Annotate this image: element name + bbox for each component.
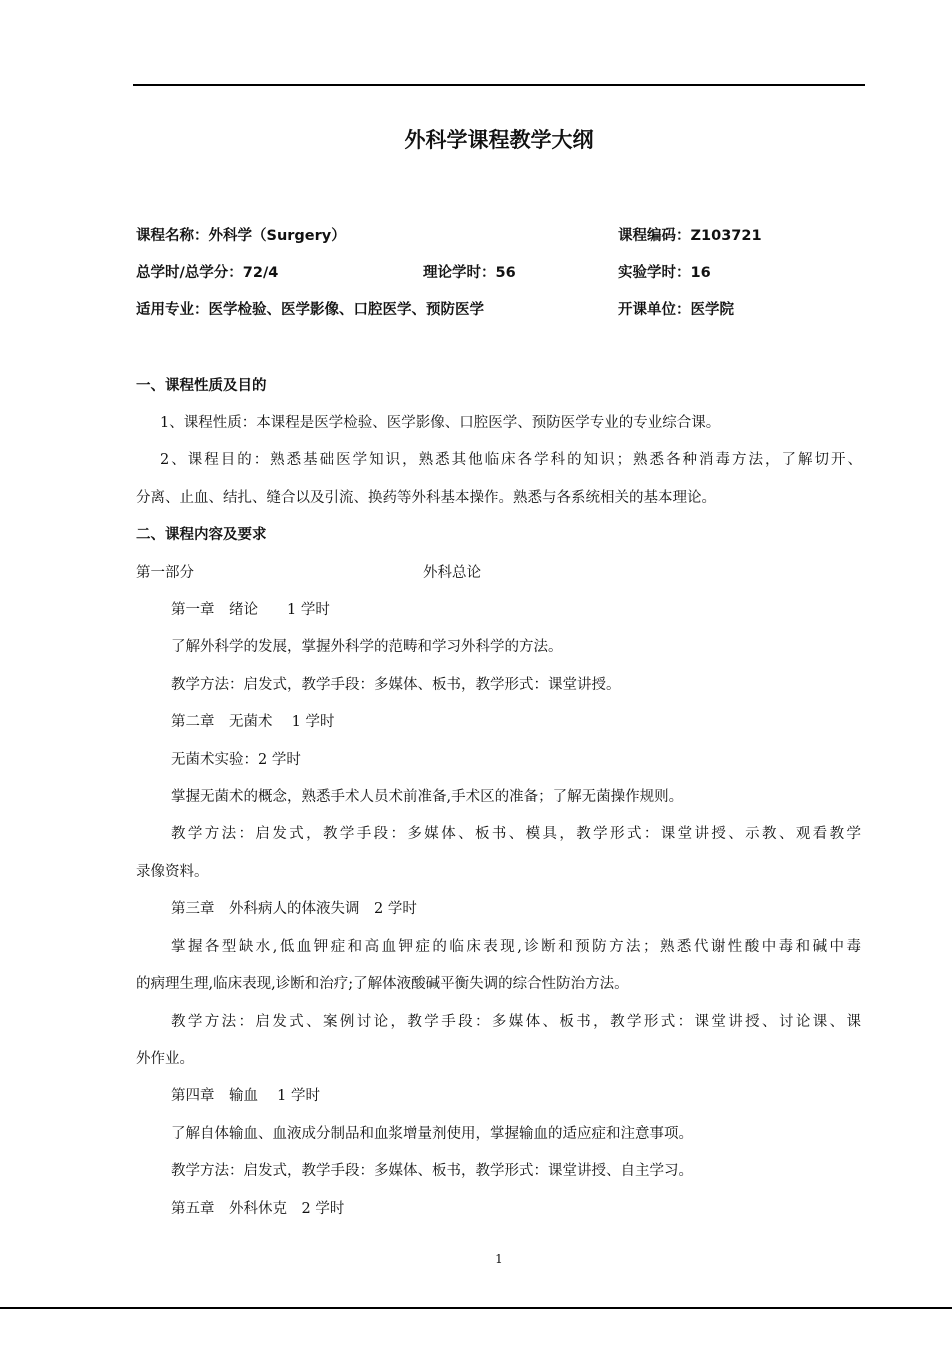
paragraph: 分离、止血、结扎、缝合以及引流、换药等外科基本操作。熟悉与各系统相关的基本理论。 bbox=[136, 490, 716, 506]
course-name: 课程名称：外科学（Surgery） bbox=[136, 228, 346, 244]
chapter-title: 第一章 绪论 1 学时 bbox=[171, 602, 330, 618]
page-number: 1 bbox=[495, 1252, 503, 1266]
paragraph: 掌握无菌术的概念，熟悉手术人员术前准备,手术区的准备；了解无菌操作规则。 bbox=[171, 789, 684, 805]
paragraph: 教学方法：启发式，教学手段：多媒体、板书，教学形式：课堂讲授、自主学习。 bbox=[171, 1163, 693, 1179]
paragraph: 2、课程目的：熟悉基础医学知识，熟悉其他临床各学科的知识；熟悉各种消毒方法，了解切开、 bbox=[160, 452, 862, 468]
document-title: 外科学课程教学大纲 bbox=[404, 128, 594, 152]
section-heading: 二、课程内容及要求 bbox=[136, 527, 267, 543]
part-label: 第一部分 bbox=[136, 565, 194, 581]
theory-hours: 理论学时：56 bbox=[423, 265, 516, 281]
paragraph: 无菌术实验：2 学时 bbox=[171, 752, 301, 768]
paragraph: 录像资料。 bbox=[136, 864, 209, 880]
paragraph: 外作业。 bbox=[136, 1051, 194, 1067]
paragraph: 教学方法：启发式、案例讨论，教学手段：多媒体、板书，教学形式：课堂讲授、讨论课、课 bbox=[171, 1014, 861, 1030]
paragraph: 的病理生理,临床表现,诊断和治疗;了解体液酸碱平衡失调的综合性防治方法。 bbox=[136, 976, 629, 992]
chapter-title: 第四章 输血 1 学时 bbox=[171, 1088, 320, 1104]
paragraph: 1、课程性质：本课程是医学检验、医学影像、口腔医学、预防医学专业的专业综合课。 bbox=[160, 415, 721, 431]
applicable-majors: 适用专业：医学检验、医学影像、口腔医学、预防医学 bbox=[136, 302, 484, 318]
total-hours: 总学时/总学分：72/4 bbox=[136, 265, 279, 281]
lab-hours: 实验学时：16 bbox=[618, 265, 711, 281]
part-title: 外科总论 bbox=[423, 565, 481, 581]
chapter-title: 第二章 无菌术 1 学时 bbox=[171, 714, 335, 730]
course-code: 课程编码：Z103721 bbox=[618, 228, 762, 244]
paragraph: 掌握各型缺水,低血钾症和高血钾症的临床表现,诊断和预防方法；熟悉代谢性酸中毒和碱中毒 bbox=[171, 939, 861, 955]
paragraph: 了解外科学的发展，掌握外科学的范畴和学习外科学的方法。 bbox=[171, 639, 563, 655]
paragraph: 教学方法：启发式，教学手段：多媒体、板书、模具，教学形式：课堂讲授、示教、观看教学 bbox=[171, 826, 861, 842]
paragraph: 教学方法：启发式，教学手段：多媒体、板书，教学形式：课堂讲授。 bbox=[171, 677, 621, 693]
department: 开课单位：医学院 bbox=[618, 302, 734, 318]
section-heading: 一、课程性质及目的 bbox=[136, 378, 267, 394]
footer-rule bbox=[0, 1307, 952, 1309]
header-rule bbox=[133, 84, 865, 86]
paragraph: 了解自体输血、血液成分制品和血浆增量剂使用，掌握输血的适应症和注意事项。 bbox=[171, 1126, 693, 1142]
chapter-title: 第三章 外科病人的体液失调 2 学时 bbox=[171, 901, 417, 917]
chapter-title: 第五章 外科休克 2 学时 bbox=[171, 1201, 345, 1217]
